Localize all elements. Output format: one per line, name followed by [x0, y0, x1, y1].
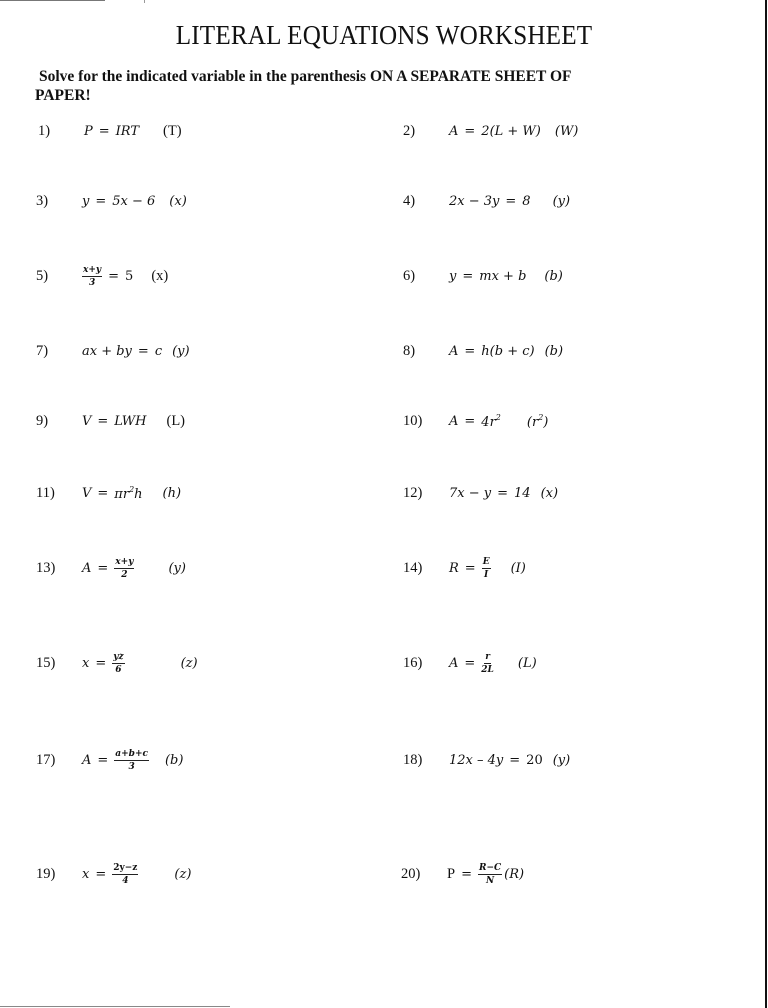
- equation: [82, 414, 147, 429]
- equation-rhs: 2(L + W): [481, 123, 541, 139]
- equation: [82, 265, 133, 288]
- numerator: x+y: [83, 264, 102, 275]
- problem-12: [403, 478, 558, 508]
- equation-rhs: c: [154, 343, 163, 359]
- equation-lhs: P: [84, 123, 93, 139]
- problem-13: [36, 553, 186, 583]
- equation-rhs: [481, 413, 501, 430]
- problem-number: 11): [36, 484, 55, 501]
- equation-lhs: 2x − 3y: [449, 193, 500, 209]
- problem-number: 18): [403, 751, 423, 768]
- problem-number: 12): [403, 484, 423, 501]
- scan-artifact-bottom-line: [0, 1006, 230, 1007]
- problem-number: 10): [403, 412, 423, 429]
- fraction: [478, 863, 502, 886]
- worksheet-title: LITERAL EQUATIONS WORKSHEET: [175, 20, 593, 50]
- equals-sign: =: [461, 866, 472, 882]
- problem-19: [36, 859, 191, 889]
- equation-lhs: P: [447, 865, 456, 882]
- rhs-tail: h: [134, 486, 143, 502]
- equation: [82, 194, 155, 209]
- problem-4: [403, 186, 570, 216]
- rhs-base: πr: [114, 486, 130, 502]
- problem-16: [403, 648, 537, 678]
- problem-number: 4): [403, 192, 416, 209]
- var-close: ): [543, 414, 549, 430]
- equals-sign: =: [95, 193, 107, 209]
- equation-lhs: y: [449, 268, 457, 284]
- solve-for-variable: (y): [552, 193, 571, 209]
- problem-14: [403, 553, 526, 583]
- solve-for-variable: (x): [540, 485, 559, 501]
- solve-for-variable: (z): [180, 655, 198, 671]
- equation: [82, 485, 143, 502]
- solve-for-variable: (b): [544, 268, 563, 284]
- scan-artifact-top-line: [0, 0, 105, 1]
- equation: [449, 269, 526, 284]
- equation-lhs: V: [82, 485, 92, 501]
- equation: [449, 124, 541, 139]
- solve-for-variable: (L): [517, 655, 537, 671]
- scan-artifact-top-mark: [144, 0, 145, 3]
- equals-sign: =: [464, 655, 476, 671]
- equation-lhs: R: [449, 560, 459, 576]
- numerator: R−C: [478, 862, 502, 873]
- problem-number: 7): [36, 342, 49, 359]
- problem-number: 13): [36, 559, 56, 576]
- exponent: 2: [129, 484, 135, 494]
- equals-sign: =: [464, 560, 476, 576]
- problem-number: 14): [403, 559, 423, 576]
- equation-rhs: [114, 485, 142, 502]
- problem-number: 20): [401, 865, 421, 882]
- numerator: x+y: [115, 556, 134, 567]
- denominator: 3: [88, 277, 96, 288]
- equals-sign: =: [95, 655, 107, 671]
- instructions-line-2: PAPER!: [35, 87, 91, 104]
- equation-lhs: A: [449, 343, 459, 359]
- denominator: 6: [115, 664, 122, 675]
- equals-sign: =: [505, 193, 517, 209]
- problem-number: 6): [403, 267, 416, 284]
- equals-sign: =: [497, 485, 509, 501]
- fraction: [82, 265, 102, 288]
- equals-sign: =: [97, 485, 109, 501]
- solve-for-variable: (b): [544, 343, 564, 359]
- exponent: 2: [538, 412, 544, 422]
- problem-15: [36, 648, 198, 678]
- equals-sign: =: [97, 752, 109, 768]
- equation-rhs: 5x − 6: [112, 193, 156, 209]
- scan-artifact-right-edge: [765, 0, 767, 1008]
- equation: [449, 652, 494, 675]
- equation-lhs: x: [82, 655, 90, 671]
- equation-lhs: A: [449, 413, 459, 429]
- fraction: [112, 863, 138, 886]
- equation-lhs: A: [82, 752, 92, 768]
- fraction: [114, 557, 134, 580]
- solve-for-variable: (y): [172, 343, 190, 359]
- fraction: [114, 749, 149, 772]
- equation: [82, 557, 134, 580]
- equation-rhs: 20: [526, 752, 543, 768]
- solve-for-variable: (h): [162, 485, 182, 501]
- equation-rhs: IRT: [115, 123, 140, 139]
- solve-for-variable: (I): [510, 560, 526, 576]
- equals-sign: =: [137, 343, 149, 359]
- numerator: a+b+c: [115, 748, 148, 759]
- instructions: [35, 67, 689, 105]
- numerator: E: [482, 556, 490, 567]
- equation: [82, 863, 138, 886]
- equals-sign: =: [509, 752, 521, 768]
- equation-lhs: x: [82, 866, 90, 882]
- problem-1: [38, 116, 182, 146]
- numerator: 2y−z: [113, 862, 138, 873]
- rhs-base: 4r: [481, 414, 496, 430]
- equation-rhs: 5: [125, 268, 134, 284]
- equals-sign: =: [464, 413, 476, 429]
- problem-2: [403, 116, 578, 146]
- problem-number: 3): [36, 192, 49, 209]
- problem-number: 16): [403, 654, 423, 671]
- denominator: 2: [121, 569, 128, 580]
- solve-for-variable: (z): [174, 866, 192, 882]
- equation-lhs: 12x – 4y: [449, 752, 504, 768]
- equation: [447, 863, 502, 886]
- problem-11: [36, 478, 181, 508]
- equation: [449, 344, 535, 359]
- solve-for-variable: (y): [168, 560, 186, 576]
- solve-for-variable: (L): [166, 412, 186, 429]
- problem-number: 19): [36, 865, 56, 882]
- problem-8: [403, 336, 563, 366]
- solve-for-variable: (x): [169, 193, 187, 209]
- equation-lhs: ax + by: [82, 343, 132, 359]
- problem-5: [36, 261, 168, 291]
- denominator: N: [485, 875, 495, 886]
- equation-lhs: y: [82, 193, 90, 209]
- equation: [82, 749, 149, 772]
- equation: [449, 486, 531, 501]
- equation: [449, 413, 501, 430]
- equation: [84, 124, 139, 139]
- equals-sign: =: [464, 343, 476, 359]
- problem-18: [403, 745, 570, 775]
- fraction: [482, 557, 491, 580]
- exponent: 2: [495, 412, 501, 422]
- problem-number: 2): [403, 122, 416, 139]
- denominator: 4: [122, 875, 129, 886]
- numerator: r: [485, 651, 490, 662]
- equation-lhs: A: [449, 655, 459, 671]
- equals-sign: =: [95, 866, 107, 882]
- equation: [82, 344, 162, 359]
- problem-number: 8): [403, 342, 416, 359]
- equation: [449, 557, 491, 580]
- equals-sign: =: [98, 123, 110, 139]
- solve-for-variable: (W): [554, 123, 579, 139]
- equation: [82, 652, 125, 675]
- problem-number: 9): [36, 412, 49, 429]
- numerator: yz: [113, 651, 124, 662]
- equation: [449, 753, 543, 768]
- problem-10: [403, 406, 548, 436]
- problem-number: 5): [36, 267, 49, 284]
- solve-for-variable: (R): [504, 866, 525, 882]
- equation-rhs: 14: [514, 485, 531, 501]
- equation-lhs: 7x − y: [449, 485, 492, 501]
- solve-for-variable: (b): [164, 752, 184, 768]
- solve-for-variable: (y): [552, 752, 571, 768]
- equation-rhs: 8: [522, 193, 531, 209]
- problem-6: [403, 261, 563, 291]
- problem-number: 17): [36, 751, 56, 768]
- problem-3: [36, 186, 187, 216]
- problem-9: [36, 406, 185, 436]
- equals-sign: =: [97, 413, 109, 429]
- solve-for-variable: [527, 413, 548, 430]
- solve-for-variable: (x): [151, 267, 169, 284]
- problem-7: [36, 336, 190, 366]
- denominator: 2L: [481, 664, 494, 675]
- var-base: (r: [526, 414, 539, 430]
- instructions-line-1: Solve for the indicated variable in the parenthesis ON A SEPARATE SHEET OF: [39, 68, 572, 85]
- denominator: I: [484, 569, 489, 580]
- problem-17: [36, 745, 183, 775]
- fraction: [481, 652, 494, 675]
- equation-rhs: LWH: [114, 413, 147, 429]
- equals-sign: =: [97, 560, 109, 576]
- denominator: 3: [128, 761, 135, 772]
- problem-number: 1): [38, 122, 51, 139]
- problem-20: [401, 859, 524, 889]
- equation-rhs: mx + b: [479, 268, 527, 284]
- equation-lhs: V: [82, 413, 92, 429]
- equation-lhs: A: [449, 123, 459, 139]
- fraction: [112, 652, 124, 675]
- solve-for-variable: (T): [163, 122, 182, 139]
- equation: [449, 194, 531, 209]
- equation-lhs: A: [82, 560, 92, 576]
- equals-sign: =: [108, 268, 120, 284]
- equals-sign: =: [464, 123, 476, 139]
- equation-rhs: h(b + c): [481, 343, 535, 359]
- equals-sign: =: [462, 268, 474, 284]
- problem-number: 15): [36, 654, 56, 671]
